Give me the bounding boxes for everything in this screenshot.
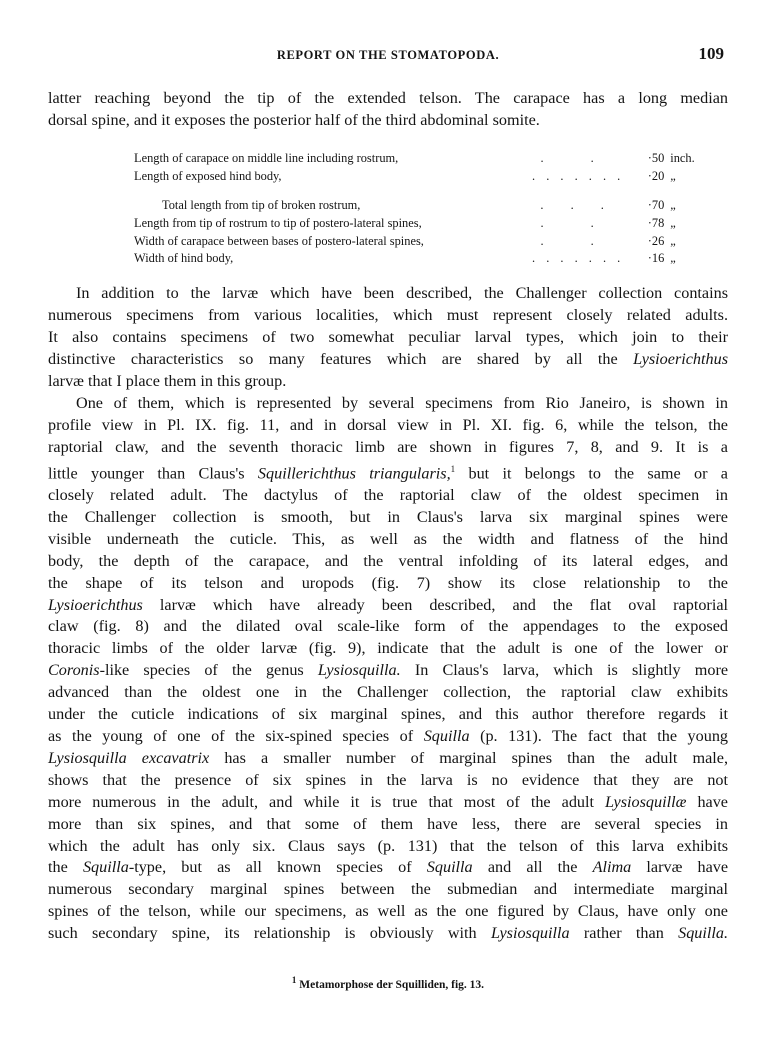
footnote-number: 1 <box>291 975 297 985</box>
text-line <box>48 349 728 371</box>
text-run: distinctive characteristics so many features which are shared by all the <box>48 349 618 368</box>
text-line <box>48 923 728 945</box>
genus-name: Coronis <box>48 661 100 680</box>
text-run: as the young of one of the six-spined species of <box>48 726 414 745</box>
text-line: thoracic limbs of the older larvæ (fig. 9), indicate that the adult is one of the lower or <box>48 639 728 658</box>
measurement-label: Length of exposed hind body, <box>134 168 282 183</box>
text-run: have <box>697 792 728 811</box>
measurement-label: Width of hind body, <box>134 251 234 266</box>
footnote-text: Metamorphose der Squilliden, fig. 13. <box>299 978 485 991</box>
measurement-value: ·50 <box>647 151 665 166</box>
text-line: One of them, which is represented by several specimens from Rio Janeiro, is shown in <box>76 394 728 412</box>
text-line <box>48 595 728 617</box>
page-header <box>0 44 776 66</box>
text-run: -like species of the genus <box>99 661 304 680</box>
footnote <box>0 975 776 991</box>
running-title: REPORT ON THE STOMATOPODA. <box>276 48 500 62</box>
measurement-unit: „ <box>670 168 676 183</box>
text-run: more numerous in the adult, and while it is true that most of the adult <box>48 792 594 811</box>
text-run: has a smaller number of marginal spines than the adult male, <box>224 748 729 767</box>
text-run: larvæ have <box>646 858 729 877</box>
text-run: -type, but as all known species of <box>128 858 412 877</box>
species-name: Lysiosquilla excavatrix <box>48 748 210 767</box>
genus-name: Lysiosquillæ <box>605 792 687 811</box>
text-run: larvæ which have already been described, and the flat oval raptorial <box>159 595 729 614</box>
text-line <box>48 792 728 814</box>
text-run: rather than <box>583 924 664 943</box>
paragraph-additional-specimens <box>48 283 728 393</box>
measurement-value: ·20 <box>647 168 665 183</box>
measurement-row <box>134 215 700 233</box>
text-line: latter reaching beyond the tip of the extended telson. The carapace has a long median <box>48 89 728 107</box>
text-line: under the cuticle indications of six marginal spines, and this author therefore regards it <box>48 705 728 724</box>
spacer-row <box>134 185 700 197</box>
intro-paragraph <box>48 88 728 132</box>
measurement-unit: „ <box>670 251 676 266</box>
measurement-row <box>134 250 700 268</box>
species-name: Squillerichthus triangularis, <box>257 464 451 483</box>
measurement-label: Length of carapace on middle line including rostrum, <box>134 151 399 166</box>
text-run: and all the <box>487 858 578 877</box>
footnote-marker: 1 <box>450 463 456 474</box>
text-line: dorsal spine, and it exposes the posterior half of the third abdominal somite. <box>48 110 540 129</box>
genus-name: Alima <box>592 858 632 877</box>
text-line: more than six spines, and that some of them have less, there are several species in <box>48 814 728 833</box>
text-line <box>48 660 728 682</box>
text-run: such secondary spine, its relationship is obviously with <box>48 924 477 943</box>
text-line: numerous specimens from various localities, which must represent closely related adults. <box>48 305 728 324</box>
text-run: the <box>48 858 68 877</box>
text-line: which the adult has only six. Claus says (p. 131) that the telson of this larva exhibits <box>48 836 728 855</box>
text-run: but it belongs to the same or a <box>468 464 728 483</box>
genus-name: Squilla <box>423 726 470 745</box>
text-line <box>48 726 728 748</box>
measurement-row <box>134 232 700 250</box>
measurement-label: Total length from tip of broken rostrum, <box>162 198 361 213</box>
measurement-label: Length from tip of rostrum to tip of postero-lateral spines, <box>134 216 422 231</box>
text-line: shows that the presence of six spines in the larva is no evidence that they are not <box>48 770 728 789</box>
leader-dots: . . . . . . . <box>532 251 625 266</box>
measurement-value: ·16 <box>647 251 665 266</box>
text-line: raptorial claw, and the seventh thoracic limb are shown in figures 7, 8, and 9. It is a <box>48 437 728 456</box>
leader-dots: . . <box>540 233 616 248</box>
genus-name: Lysioerichthus <box>48 595 143 614</box>
text-line: body, the depth of the carapace, and the ventral infolding of its lateral edges, and <box>48 551 728 570</box>
leader-dots: . . <box>540 216 616 231</box>
genus-name: Squilla. <box>678 924 729 943</box>
text-line: numerous secondary marginal spines between the submedian and intermediate marginal <box>48 880 728 899</box>
measurement-label: Width of carapace between bases of postero-lateral spines, <box>134 233 424 248</box>
paragraph-rio-janeiro-larva <box>48 393 728 945</box>
text-line: visible underneath the cuticle. This, as well as the width and flatness of the hind <box>48 529 728 548</box>
page-number: 109 <box>698 44 724 63</box>
text-run: In Claus's larva, which is slightly more <box>414 661 729 680</box>
text-line <box>48 857 728 879</box>
measurements-table <box>134 150 700 268</box>
text-line: profile view in Pl. IX. fig. 11, and in dorsal view in Pl. XI. fig. 6, while the telson, the <box>48 415 728 434</box>
genus-name: Lysiosquilla. <box>317 661 401 680</box>
text-line: advanced than the oldest one in the Challenger collection, the raptorial claw exhibits <box>48 683 728 702</box>
measurement-unit: „ <box>670 233 676 248</box>
text-line: It also contains specimens of two somewhat peculiar larval types, which join to their <box>48 327 728 346</box>
leader-dots: . . <box>540 151 616 166</box>
genus-name: Squilla <box>82 858 129 877</box>
genus-name: Lysioerichthus <box>633 349 729 368</box>
text-line: In addition to the larvæ which have been described, the Challenger collection contains <box>76 284 728 302</box>
measurement-value: ·70 <box>647 198 665 213</box>
genus-name: Squilla <box>426 858 473 877</box>
text-line <box>48 459 728 485</box>
measurement-row <box>134 150 700 168</box>
text-line: closely related adult. The dactylus of the raptorial claw of the oldest specimen in <box>48 486 728 505</box>
measurement-unit: „ <box>670 216 676 231</box>
leader-dots: . . . . . . . <box>532 168 625 183</box>
text-line: the shape of its telson and uropods (fig. 7) show its close relationship to the <box>48 573 728 592</box>
genus-name: Lysiosquilla <box>490 924 570 943</box>
measurement-unit: inch. <box>670 151 695 166</box>
text-line: the Challenger collection is smooth, but in Claus's larva six marginal spines were <box>48 507 728 526</box>
measurement-row <box>134 168 700 186</box>
text-line: larvæ that I place them in this group. <box>48 371 287 390</box>
text-run: little younger than Claus's <box>48 464 245 483</box>
text-line: claw (fig. 8) and the dilated oval scale-like form of the appendages to the exposed <box>48 617 728 636</box>
measurement-row <box>134 197 700 215</box>
measurement-value: ·26 <box>647 233 665 248</box>
text-line: spines of the telson, while our specimens, as well as the one figured by Claus, have only one <box>48 902 728 921</box>
text-line <box>48 748 728 770</box>
leader-dots: . . . <box>540 198 616 213</box>
measurement-unit: „ <box>670 198 676 213</box>
text-run: (p. 131). The fact that the young <box>480 726 729 745</box>
measurement-value: ·78 <box>647 216 665 231</box>
